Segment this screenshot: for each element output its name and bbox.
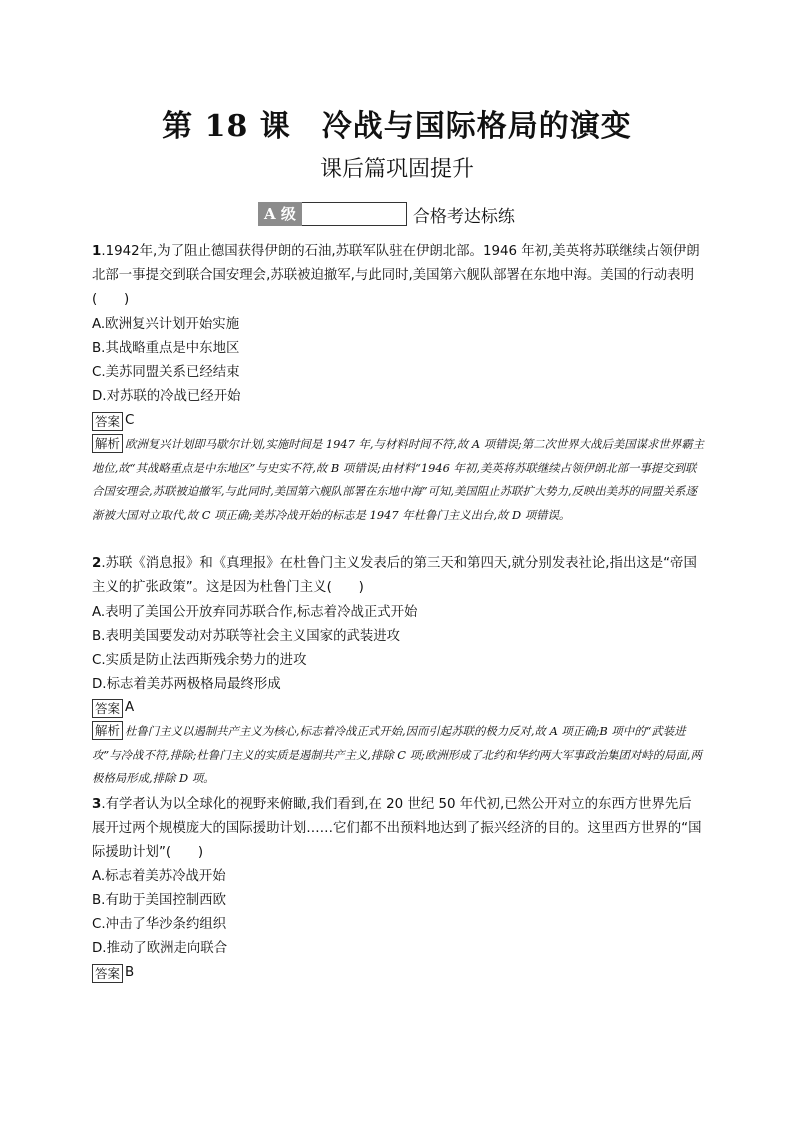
question-3-option-a: A.标志着美苏冷战开始 xyxy=(92,869,226,884)
question-text: .有学者认为以全球化的视野来俯瞰,我们看到,在 20 世纪 50 年代初,已然公开对立的东西方世界先后展开过两个规模庞大的国际援助计划……它们都不出预料地达到了振兴经济的目的。这里西方世界的“国际援助计划”( ) xyxy=(92,797,702,860)
question-text: .苏联《消息报》和《真理报》在杜鲁门主义发表后的第三天和第四天,就分别发表社论,指出这是“帝国主义的扩张政策”。这是因为杜鲁门主义( ) xyxy=(92,556,697,595)
question-2-option-c: C.实质是防止法西斯残余势力的进攻 xyxy=(92,653,307,668)
question-1-explanation xyxy=(92,433,704,527)
level-badge: A 级 xyxy=(258,202,302,226)
question-2-option-b: B.表明美国要发动对苏联等社会主义国家的武装进攻 xyxy=(92,629,401,644)
question-1-option-b: B.其战略重点是中东地区 xyxy=(92,341,240,356)
answer-value: C xyxy=(125,413,135,428)
answer-value: A xyxy=(125,700,135,715)
explain-tag: 解析 xyxy=(92,721,123,740)
question-number: 2 xyxy=(92,556,102,571)
answer-value: B xyxy=(125,965,135,980)
level-header xyxy=(258,200,515,228)
question-1-option-c: C.美苏同盟关系已经结束 xyxy=(92,365,240,380)
question-3-answer xyxy=(92,962,134,984)
explanation-text: 欧洲复兴计划即马歇尔计划,实施时间是 1947 年,与材料时间不符,故 A 项错误;第二次世界大战后美国谋求世界霸主地位,故“其战略重点是中东地区”与史实不符,故 B 项错误;由材料“1946 年初,美英将苏联继续占领伊朗北部一事提交到联合国安理会,苏联被迫撤军,与此同时,美国第六舰队部署在东地中海”可知,美国阻止苏联扩大势力,反映出美苏的同盟关系逐渐被大国对立取代,故 C 项正确;美苏冷战开始的标志是 1947 年杜鲁门主义出台,故 D 项错误。 xyxy=(92,437,704,522)
answer-tag: 答案 xyxy=(92,964,123,983)
level-text: 合格考达标练 xyxy=(412,206,515,227)
question-1-option-a: A.欧洲复兴计划开始实施 xyxy=(92,317,240,332)
question-3-option-c: C.冲击了华沙条约组织 xyxy=(92,917,227,932)
question-2-stem xyxy=(92,552,704,600)
explain-tag: 解析 xyxy=(92,434,123,453)
question-3-option-b: B.有助于美国控制西欧 xyxy=(92,893,226,908)
question-2-option-d: D.标志着美苏两极格局最终形成 xyxy=(92,677,281,692)
question-2-answer xyxy=(92,697,134,719)
question-2-option-a: A.表明了美国公开放弃同苏联合作,标志着冷战正式开始 xyxy=(92,605,418,620)
question-2-explanation xyxy=(92,720,704,791)
explanation-text: 杜鲁门主义以遏制共产主义为核心,标志着冷战正式开始,因而引起苏联的极力反对,故 A 项正确;B 项中的“武装进攻”与冷战不符,排除;杜鲁门主义的实质是遏制共产主义,排除 C 项;欧洲形成了北约和华约两大军事政治集团对峙的局面,两极格局形成,排除 D 项。 xyxy=(92,724,702,786)
answer-tag: 答案 xyxy=(92,412,123,431)
question-number: 1 xyxy=(92,244,102,259)
question-3-stem xyxy=(92,793,704,865)
lesson-title: 第 18 课 冷战与国际格局的演变 xyxy=(162,109,632,144)
question-text: .1942年,为了阻止德国获得伊朗的石油,苏联军队驻在伊朗北部。1946 年初,美英将苏联继续占领伊朗北部一事提交到联合国安理会,苏联被迫撤军,与此同时,美国第六舰队部署在东地中海。美国的行动表明( ) xyxy=(92,244,700,307)
question-1-stem xyxy=(92,240,704,312)
question-1-option-d: D.对苏联的冷战已经开始 xyxy=(92,389,241,404)
question-1-answer xyxy=(92,410,134,432)
question-number: 3 xyxy=(92,797,102,812)
section-subtitle: 课后篇巩固提升 xyxy=(319,157,474,182)
question-3-option-d: D.推动了欧洲走向联合 xyxy=(92,941,228,956)
answer-tag: 答案 xyxy=(92,699,123,718)
level-score-box xyxy=(302,202,407,226)
